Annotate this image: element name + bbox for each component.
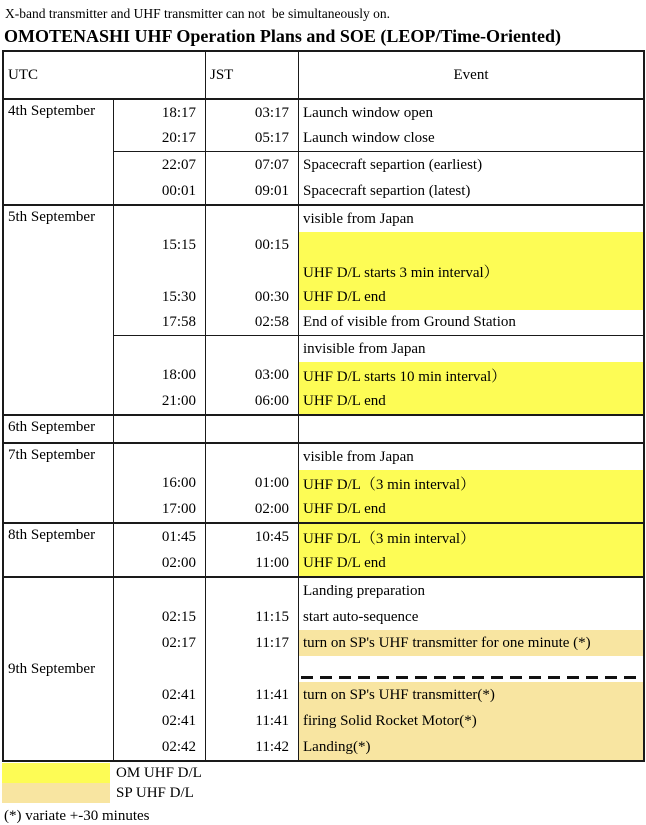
om-highlight-swatch [2,763,110,783]
jst-time-cell [206,656,299,682]
utc-time-cell: 02:15 [114,604,206,630]
event-cell: UHF D/L end [299,496,643,522]
utc-column-header: UTC [4,52,206,98]
event-cell: turn on SP's UHF transmitter for one minute (*) [299,630,643,656]
utc-time-cell: 21:00 [114,388,206,414]
utc-time-cell: 02:00 [114,550,206,576]
utc-time-cell: 15:30 [114,284,206,310]
utc-time-cell: 02:41 [114,682,206,708]
jst-time-cell [206,444,299,470]
jst-time-cell: 03:17 [206,100,299,126]
date-section [4,204,643,414]
page-title: OMOTENASHI UHF Operation Plans and SOE (LEOP/Time-Oriented) [4,26,562,46]
date-section [4,522,643,576]
jst-time-cell [206,336,299,362]
header-note: X-band transmitter and UHF transmitter can not be simultaneously on. [5,6,391,21]
event-cell: firing Solid Rocket Motor(*) [299,708,643,734]
event-cell: Launch window close [299,126,643,152]
legend [2,763,645,803]
utc-time-cell: 18:00 [114,362,206,388]
date-cell: 7th September [4,444,114,522]
date-section [4,442,643,522]
jst-time-cell: 00:15 [206,232,299,258]
utc-time-cell: 02:41 [114,708,206,734]
jst-time-cell: 03:00 [206,362,299,388]
date-cell: 5th September [4,206,114,414]
event-cell: Spacecraft separtion (earliest) [303,156,483,173]
footnote: (*) variate +-30 minutes [4,808,150,824]
dashed-separator [301,676,640,679]
soe-table-body [4,98,643,760]
jst-time-cell: 07:07 [206,152,299,178]
utc-time-cell [114,444,206,470]
event-cell: invisible from Japan [303,340,426,357]
event-cell: UHF D/L starts 10 min interval） [299,362,643,388]
legend-label-sp: SP UHF D/L [116,784,194,801]
event-cell [299,656,643,682]
jst-column-header: JST [206,52,299,98]
event-cell: Landing preparation [303,582,426,599]
table-header-row [4,52,643,98]
utc-time-cell: 15:15 [114,232,206,258]
event-cell: start auto-sequence [303,608,419,625]
jst-time-cell: 02:00 [206,496,299,522]
utc-time-cell [114,578,206,604]
date-cell: 9th September [4,578,114,760]
event-cell: UHF D/L（3 min interval） [299,524,643,550]
jst-time-cell [206,578,299,604]
event-column-header: Event [453,66,489,83]
event-cell: Launch window open [303,104,433,121]
sp-highlight-swatch [2,783,110,803]
event-cell: UHF D/L（3 min interval） [299,470,643,496]
legend-label-om: OM UHF D/L [116,764,202,781]
soe-table [2,50,645,762]
jst-time-cell: 11:00 [206,550,299,576]
utc-time-cell: 17:00 [114,496,206,522]
event-cell: UHF D/L starts 3 min interval） [299,258,643,284]
date-section [4,414,643,442]
event-cell: visible from Japan [303,210,414,227]
jst-time-cell: 09:01 [206,178,299,204]
date-section [4,98,643,204]
date-cell: 6th September [4,416,114,442]
utc-time-cell: 00:01 [114,178,206,204]
jst-time-cell: 11:41 [206,682,299,708]
event-cell: UHF D/L end [299,284,643,310]
event-cell: Landing(*) [299,734,643,760]
jst-time-cell: 11:17 [206,630,299,656]
event-cell: End of visible from Ground Station [299,310,643,336]
utc-time-cell: 18:17 [114,100,206,126]
utc-time-cell: 22:07 [114,152,206,178]
utc-time-cell: 17:58 [114,310,206,336]
event-cell: UHF D/L end [299,550,643,576]
event-cell: turn on SP's UHF transmitter(*) [299,682,643,708]
event-cell: visible from Japan [303,448,414,465]
jst-time-cell: 05:17 [206,126,299,152]
jst-time-cell: 01:00 [206,470,299,496]
utc-time-cell: 20:17 [114,126,206,152]
legend-row-om [2,763,645,783]
jst-time-cell: 06:00 [206,388,299,414]
date-cell: 4th September [4,100,114,204]
jst-time-cell [206,416,299,442]
utc-time-cell: 16:00 [114,470,206,496]
jst-time-cell: 11:42 [206,734,299,760]
legend-row-sp [2,783,645,803]
jst-time-cell [206,206,299,232]
utc-time-cell [114,258,206,284]
event-cell [299,232,643,258]
utc-time-cell [114,416,206,442]
jst-time-cell: 00:30 [206,284,299,310]
utc-time-cell: 02:17 [114,630,206,656]
date-section [4,576,643,760]
utc-time-cell [114,336,206,362]
jst-time-cell [206,258,299,284]
utc-time-cell: 02:42 [114,734,206,760]
date-cell: 8th September [4,524,114,576]
jst-time-cell: 11:15 [206,604,299,630]
jst-time-cell: 10:45 [206,524,299,550]
utc-time-cell [114,656,206,682]
utc-time-cell: 01:45 [114,524,206,550]
event-cell: UHF D/L end [299,388,643,414]
utc-time-cell [114,206,206,232]
jst-time-cell: 11:41 [206,708,299,734]
event-cell [299,416,643,442]
event-cell: Spacecraft separtion (latest) [303,182,471,199]
jst-time-cell: 02:58 [206,310,299,336]
